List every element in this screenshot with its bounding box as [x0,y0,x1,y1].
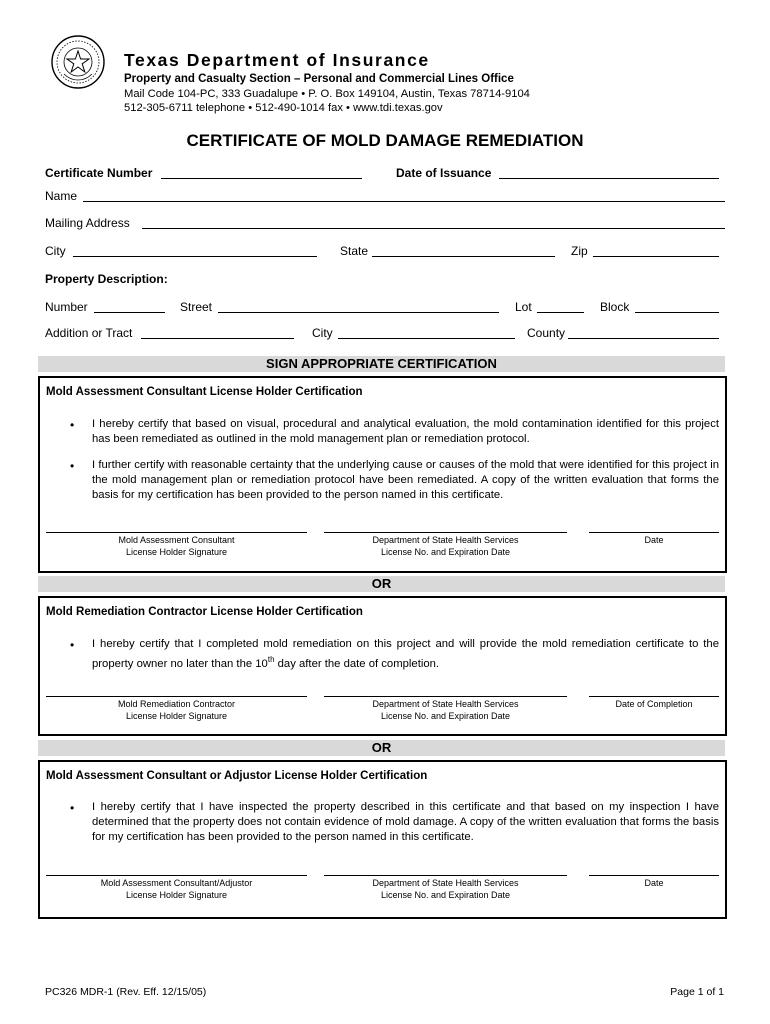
consultant-license-line[interactable] [324,532,567,533]
adjustor-license-line[interactable] [324,875,567,876]
adjustor-date-caption: Date [644,878,664,888]
name-label: Name [45,189,78,203]
page-number: Page 1 of 1 [670,986,724,998]
bullet-icon: • [70,418,75,432]
bullet-icon: • [70,801,75,815]
consultant-date-caption: Date [644,535,664,545]
adjustor-date-line[interactable] [589,875,719,876]
lot-label: Lot [515,300,532,314]
bullet-icon: • [70,459,75,473]
addition-tract-label: Addition or Tract [45,326,133,340]
property-description-label: Property Description: [45,272,168,286]
county-label: County [527,326,566,340]
certificate-number-label: Certificate Number [45,166,153,180]
or-divider-2: OR [38,740,725,756]
contractor-date-line[interactable] [589,696,719,697]
state-field[interactable] [372,256,555,257]
bullet-icon: • [70,638,75,652]
block-label: Block [600,300,630,314]
date-of-issuance-label: Date of Issuance [396,166,492,180]
contractor-certification-box [38,596,727,736]
mailing-address-text: Mail Code 104-PC, 333 Guadalupe • P. O. Box 149104, Austin, Texas 78714-9104 [124,88,530,100]
city2-field[interactable] [338,338,515,339]
consultant-certification-box [38,376,727,573]
consultant-signature-line[interactable] [46,532,307,533]
sign-certification-heading: SIGN APPROPRIATE CERTIFICATION [38,356,725,372]
agency-name: Texas Department of Insurance [124,50,430,70]
number-label: Number [45,300,88,314]
mailing-address-label: Mailing Address [45,216,130,230]
consultant-bullet-2: I further certify with reasonable certainty that the underlying cause or causes of the mold that were identified for this project in the mold management plan or remediation protocol have been remediated. A copy of the written evaluation that forms the basis for my certification has been provided to the person named in this certificate. [92,459,719,501]
mailing-address-field[interactable] [142,228,725,229]
certificate-number-field[interactable] [161,178,362,179]
consultant-certification-title: Mold Assessment Consultant License Holder Certification [46,386,363,398]
number-field[interactable] [94,312,165,313]
adjustor-signature-caption: Mold Assessment Consultant/Adjustor License Holder Signature [100,878,253,900]
consultant-bullet-1: I hereby certify that based on visual, procedural and analytical evaluation, the mold contamination identified for this project has been remediated as outlined in the mold management plan or remediation protocol. [92,418,719,445]
lot-field[interactable] [537,312,584,313]
consultant-signature-caption: Mold Assessment Consultant License Holder Signature [118,535,235,557]
page-title: CERTIFICATE OF MOLD DAMAGE REMEDIATION [186,131,584,150]
contractor-license-line[interactable] [324,696,567,697]
date-of-issuance-field[interactable] [499,178,719,179]
adjustor-license-caption: Department of State Health Services License No. and Expiration Date [372,878,519,900]
or-divider-1: OR [38,576,725,592]
state-seal-icon [50,34,106,90]
zip-label: Zip [571,244,588,258]
addition-tract-field[interactable] [141,338,294,339]
county-field[interactable] [568,338,719,339]
consultant-date-line[interactable] [589,532,719,533]
contact-text: 512-305-6711 telephone • 512-490-1014 fax • www.tdi.texas.gov [124,102,443,114]
zip-field[interactable] [593,256,719,257]
section-name: Property and Casualty Section – Personal and Commercial Lines Office [124,73,514,85]
consultant-license-caption: Department of State Health Services License No. and Expiration Date [372,535,519,557]
adjustor-bullet-1: I hereby certify that I have inspected the property described in this certificate and that based on my inspection I have determined that the property does not contain evidence of mold damage. A copy of the written evaluation that forms the basis for my certification has been provided to the person named in this certificate. [92,801,719,843]
city-label: City [45,244,66,258]
street-field[interactable] [218,312,499,313]
contractor-license-caption: Department of State Health Services License No. and Expiration Date [372,699,519,721]
adjustor-certification-box [38,760,727,919]
contractor-signature-caption: Mold Remediation Contractor License Holder Signature [117,699,236,721]
adjustor-certification-title: Mold Assessment Consultant or Adjustor License Holder Certification [46,770,428,782]
city2-label: City [312,326,333,340]
contractor-signature-line[interactable] [46,696,307,697]
city-field[interactable] [73,256,317,257]
block-field[interactable] [635,312,719,313]
contractor-date-caption: Date of Completion [615,699,693,709]
street-label: Street [180,300,213,314]
form-id: PC326 MDR-1 (Rev. Eff. 12/15/05) [45,986,207,998]
adjustor-signature-line[interactable] [46,875,307,876]
contractor-bullet-1: I hereby certify that I completed mold remediation on this project and will provide the mold remediation certificate to the property owner no later than the 10th day after the date of completion. [92,638,719,670]
name-field[interactable] [83,201,725,202]
contractor-certification-title: Mold Remediation Contractor License Holder Certification [46,606,363,618]
state-label: State [340,244,369,258]
